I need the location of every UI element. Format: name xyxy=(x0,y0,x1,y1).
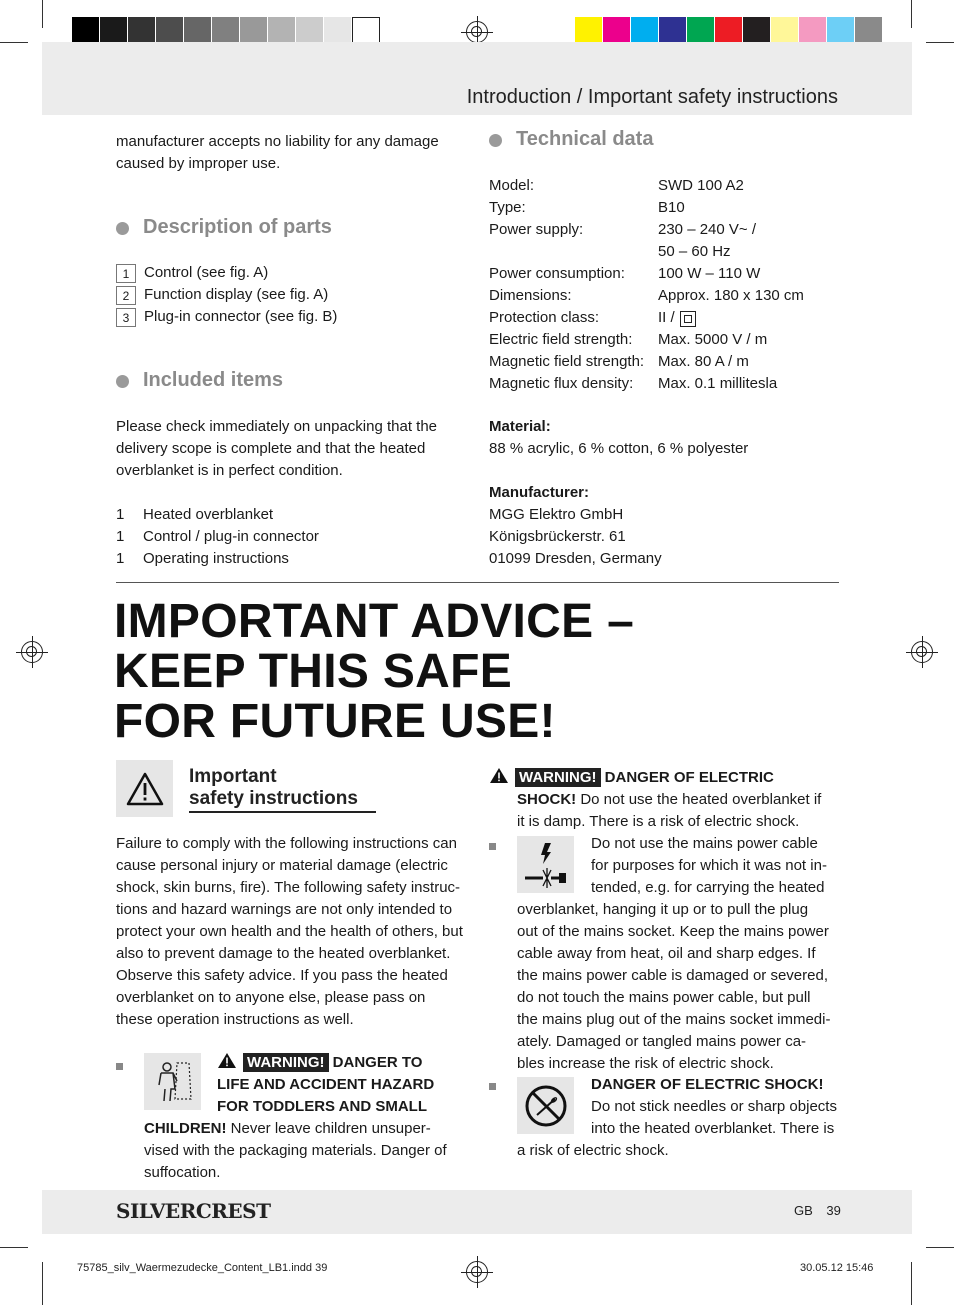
included-text-line: delivery scope is complete and that the heated xyxy=(116,440,426,457)
tech-data-value: SWD 100 A2 xyxy=(658,177,744,194)
tech-data-key: Protection class: xyxy=(489,309,600,326)
children-warning-line xyxy=(144,1118,431,1140)
part-item xyxy=(116,308,337,327)
heading-bullet-icon xyxy=(116,375,129,388)
date-slug: 30.05.12 15:46 xyxy=(800,1262,874,1274)
cable-warning-line: overblanket, hanging it up or to pull the plug xyxy=(517,901,809,918)
safety-intro-line: Failure to comply with the following instructions can xyxy=(116,835,457,852)
warning-mini-icon xyxy=(489,767,509,784)
intro-line: manufacturer accepts no liability for any damage xyxy=(116,133,439,150)
shock-bold: SHOCK! xyxy=(517,791,577,808)
registration-mark-icon xyxy=(21,641,43,663)
crop-mark xyxy=(926,42,954,43)
technical-heading: Technical data xyxy=(516,128,654,150)
safety-intro-line: cause personal injury or material damage (electric xyxy=(116,857,448,874)
children-warning-line: suffocation. xyxy=(144,1164,221,1181)
needle-warning-line: Do not stick needles or sharp objects xyxy=(591,1098,837,1115)
cable-warning-line: tended, e.g. for carrying the heated xyxy=(591,879,825,896)
crop-mark xyxy=(911,1262,912,1305)
safety-title-underline xyxy=(189,811,376,813)
included-text-line: overblanket is in perfect condition. xyxy=(116,462,343,479)
part-number-badge: 3 xyxy=(116,308,136,327)
safety-title xyxy=(189,766,358,810)
included-qty: 1 xyxy=(116,528,125,545)
material-value: 88 % acrylic, 6 % cotton, 6 % polyester xyxy=(489,440,749,457)
children-bold: DANGER TO xyxy=(332,1054,423,1071)
shock-warning-line: it is damp. There is a risk of electric shock. xyxy=(517,813,800,830)
safety-intro-line: protect your own health and the health of others, but xyxy=(116,923,463,940)
warning-label: WARNING! xyxy=(515,768,601,787)
included-label: Control / plug-in connector xyxy=(143,528,319,545)
tech-data-value: 100 W – 110 W xyxy=(658,265,761,282)
language-code: GB xyxy=(794,1203,813,1218)
silvercrest-logo: SILVERCREST xyxy=(116,1199,271,1223)
safety-intro-line: shock, skin burns, fire). The following safety instruc- xyxy=(116,879,461,896)
part-number-badge: 2 xyxy=(116,286,136,305)
crop-mark xyxy=(42,0,43,28)
included-label: Heated overblanket xyxy=(143,506,274,523)
cable-warning-line: the mains plug out of the mains socket immedi- xyxy=(517,1011,831,1028)
heading-bullet-icon xyxy=(489,134,502,147)
children-bold: LIFE AND ACCIDENT HAZARD xyxy=(217,1076,435,1093)
tech-data-key: Type: xyxy=(489,199,526,216)
heading-bullet-icon xyxy=(116,222,129,235)
manufacturer-line: Königsbrückerstr. 61 xyxy=(489,528,626,545)
included-qty: 1 xyxy=(116,506,125,523)
safety-title-line: safety instructions xyxy=(189,788,358,809)
cable-warning-line: for purposes for which it was not in- xyxy=(591,857,827,874)
tech-data-key: Magnetic flux density: xyxy=(489,375,634,392)
warning-label: WARNING! xyxy=(243,1053,329,1072)
children-warning-line xyxy=(217,1074,434,1096)
cable-warning-line: ately. Damaged or tangled mains power ca- xyxy=(517,1033,807,1050)
registration-mark-icon xyxy=(466,1261,488,1283)
tech-data-key: Magnetic field strength: xyxy=(489,353,645,370)
advice-title-line: FOR FUTURE USE! xyxy=(114,695,556,748)
warning-triangle-icon xyxy=(116,760,173,817)
tech-data-key: Power consumption: xyxy=(489,265,625,282)
registration-mark-icon xyxy=(466,21,488,43)
cable-warning-line: bles increase the risk of electric shock. xyxy=(517,1055,774,1072)
cable-warning-line: the mains power cable is damaged or severed, xyxy=(517,967,829,984)
advice-title-line: IMPORTANT ADVICE – xyxy=(114,595,635,648)
part-label: Control (see fig. A) xyxy=(144,264,269,281)
part-item xyxy=(116,264,268,283)
included-heading: Included items xyxy=(143,369,284,391)
safety-intro-line: overblanket on to anyone else, please pass on xyxy=(116,989,426,1006)
cable-warning-line: out of the mains socket. Keep the mains power xyxy=(517,923,829,940)
crop-mark xyxy=(0,42,28,43)
tech-data-value: 50 – 60 Hz xyxy=(658,243,731,260)
children-bold: CHILDREN! xyxy=(144,1120,227,1137)
safety-intro-line: these operation instructions as well. xyxy=(116,1011,354,1028)
registration-mark-icon xyxy=(911,641,933,663)
needle-warning-line: DANGER OF ELECTRIC SHOCK! xyxy=(591,1076,824,1093)
tech-data-key: Power supply: xyxy=(489,221,584,238)
crop-mark xyxy=(42,1262,43,1305)
description-heading: Description of parts xyxy=(143,216,332,238)
cable-warning-line: Do not use the mains power cable xyxy=(591,835,818,852)
list-bullet-icon xyxy=(116,1063,123,1070)
safety-title-line: Important xyxy=(189,766,277,787)
shock-bold: DANGER OF ELECTRIC xyxy=(604,769,774,786)
child-packaging-icon xyxy=(144,1053,201,1110)
crop-mark xyxy=(911,0,912,28)
list-bullet-icon xyxy=(489,1083,496,1090)
tech-data-key: Model: xyxy=(489,177,535,194)
tech-data-value: Max. 0.1 millitesla xyxy=(658,375,778,392)
tech-data-value: II / xyxy=(658,309,675,326)
tech-data-key: Dimensions: xyxy=(489,287,572,304)
intro-line: caused by improper use. xyxy=(116,155,281,172)
part-item xyxy=(116,286,328,305)
page-number: 39 xyxy=(826,1203,841,1218)
tech-data-value: Max. 80 A / m xyxy=(658,353,749,370)
safety-intro-line: also to prevent damage to the heated overblanket. xyxy=(116,945,451,962)
crop-mark xyxy=(0,1247,28,1248)
needle-warning-line: a risk of electric shock. xyxy=(517,1142,669,1159)
included-qty: 1 xyxy=(116,550,125,567)
section-divider xyxy=(116,582,839,583)
children-warning-line xyxy=(217,1096,427,1118)
warning-mini-icon xyxy=(217,1052,237,1069)
material-label: Material: xyxy=(489,418,551,435)
tech-data-value: Max. 5000 V / m xyxy=(658,331,768,348)
children-warning-line xyxy=(217,1052,422,1074)
no-needles-icon xyxy=(517,1077,574,1134)
cable-warning-line: cable away from heat, oil and sharp edges. If xyxy=(517,945,816,962)
double-insulation-icon xyxy=(680,311,696,327)
safety-intro-line: Observe this safety advice. If you pass the heated xyxy=(116,967,448,984)
manufacturer-label: Manufacturer: xyxy=(489,484,590,501)
shock-warning-line xyxy=(517,789,821,811)
part-number-badge: 1 xyxy=(116,264,136,283)
page-info xyxy=(794,1203,841,1218)
included-label: Operating instructions xyxy=(143,550,289,567)
page-header-title: Introduction / Important safety instructions xyxy=(466,86,838,108)
tech-data-value: 230 – 240 V~ / xyxy=(658,221,756,238)
manufacturer-line: 01099 Dresden, Germany xyxy=(489,550,662,567)
manufacturer-line: MGG Elektro GmbH xyxy=(489,506,624,523)
crop-mark xyxy=(926,1247,954,1248)
shock-warning-line xyxy=(489,767,774,789)
file-slug: 75785_silv_Waermezudecke_Content_LB1.indd 39 xyxy=(77,1262,328,1274)
cable-warning-line: do not touch the mains power cable, but pull xyxy=(517,989,811,1006)
tech-data-value: B10 xyxy=(658,199,685,216)
cable-shock-icon xyxy=(517,836,574,893)
part-label: Plug-in connector (see fig. B) xyxy=(144,308,338,325)
advice-title xyxy=(114,597,634,747)
tech-data-value: Approx. 180 x 130 cm xyxy=(658,287,804,304)
included-text-line: Please check immediately on unpacking that the xyxy=(116,418,438,435)
advice-title-line: KEEP THIS SAFE xyxy=(114,645,513,698)
tech-data-key: Electric field strength: xyxy=(489,331,633,348)
children-text: Never leave children unsuper- xyxy=(226,1120,431,1137)
part-label: Function display (see fig. A) xyxy=(144,286,329,303)
shock-text: Do not use the heated overblanket if xyxy=(576,791,822,808)
children-bold: FOR TODDLERS AND SMALL xyxy=(217,1098,427,1115)
children-warning-line: vised with the packaging materials. Danger of xyxy=(144,1142,447,1159)
list-bullet-icon xyxy=(489,843,496,850)
safety-intro-line: tions and hazard warnings are not only intended to xyxy=(116,901,453,918)
needle-warning-line: into the heated overblanket. There is xyxy=(591,1120,835,1137)
